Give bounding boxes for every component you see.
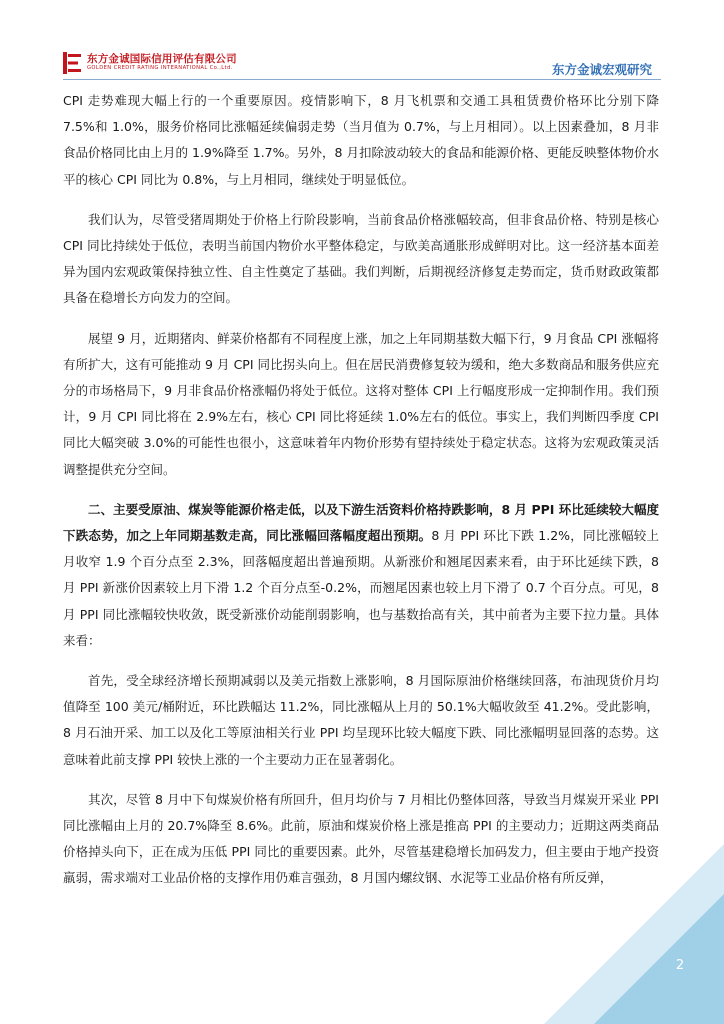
paragraph-6: 其次，尽管 8 月中下旬煤炭价格有所回升，但月均价与 7 月相比仍整体回落，导致当月煤炭开采业 PPI 同比涨幅由上月的 20.7%降至 8.6%。此前，原油和煤炭价格上涨是推高 PPI 的主要动力；近期这两类商品价格掉头向下，正在成为压低 PPI 同比的重要因素。此外，尽管基建稳增长加码发力，但主要由于地产投资羸弱，需求端对工业品价格的支撑作用仍难言强劲，8 月国内螺纹钢、水泥等工业品价格有所反弹，: [63, 791, 659, 886]
section-heading-ppi: 二、主要受原油、煤炭等能源价格走低，以及下游生活资料价格持跌影响，8 月 PPI 环比延续较大幅度下跌态势，加之上年同期基数走高，同比涨幅回落幅度超出预期。: [63, 501, 659, 544]
paragraph-2: 我们认为，尽管受猪周期处于价格上行阶段影响，当前食品价格涨幅较高，但非食品价格、特别是核心 CPI 同比持续处于低位，表明当前国内物价水平整体稳定，与欧美高通胀形成鲜明对比。这一经济基本面差异为国内宏观政策保持独立性、自主性奠定了基础。我们判断，后期视经济修复走势而定，货币财政政策都具备在稳增长方向发力的空间。: [63, 211, 659, 306]
page-header: [0, 0, 724, 86]
paragraph-5: 首先，受全球经济增长预期减弱以及美元指数上涨影响，8 月国际原油价格继续回落，布油现货价月均值降至 100 美元/桶附近，环比跌幅达 11.2%，同比涨幅从上月的 50.1%大幅收敛至 41.2%。受此影响，8 月石油开采、加工以及化工等原油相关行业 PPI 均呈现环比较大幅度下跌、同比涨幅明显回落的态势。这意味着此前支撑 PPI 较快上涨的一个主要动力正在显著弱化。: [63, 673, 659, 767]
header-divider: [63, 79, 661, 80]
company-name-en: GOLDEN CREDIT RATING INTERNATIONAL Co.,Ltd.: [87, 65, 233, 71]
header-title: 东方金诚宏观研究: [551, 62, 652, 77]
paragraph-3: 展望 9 月，近期猪肉、鲜菜价格都有不同程度上涨，加之上年同期基数大幅下行，9 月食品 CPI 涨幅将有所扩大，这有可能推动 9 月 CPI 同比拐头向上。但在居民消费修复较为缓和，绝大多数商品和服务供应充分的市场格局下，9 月非食品价格涨幅仍将处于低位。这将对整体 CPI 上行幅度形成一定抑制作用。我们预计，9 月 CPI 同比将在 2.9%左右，核心 CPI 同比将延续 1.0%左右的低位。事实上，我们判断四季度 CPI 同比大幅突破 3.0%的可能性也很小，这意味着年内物价形势有望持续处于稳定状态。这将为宏观政策灵活调整提供充分空间。: [63, 330, 659, 477]
paragraph-4-body: 8 月 PPI 环比下跌 1.2%，同比涨幅较上月收窄 1.9 个百分点至 2.3%，回落幅度超出普遍预期。从新涨价和翘尾因素来看，由于环比延续下跌，8 月 PPI 新涨价因素较上月下滑 1.2 个百分点至-0.2%，而翘尾因素也较上月下滑了 0.7 个百分点。可见，8 月 PPI 同比涨幅较快收敛，既受新涨价动能削弱影响，也与基数抬高有关，其中前者为主要下拉力量。具体来看：: [63, 528, 659, 648]
paragraph-1: CPI 走势难现大幅上行的一个重要原因。疫情影响下，8 月飞机票和交通工具租赁费价格环比分别下降 7.5%和 1.0%，服务价格同比涨幅延续偏弱走势（当月值为 0.7%，与上月相同）。以上因素叠加，8 月非食品价格同比由上月的 1.9%降至 1.7%。另外，8 月扣除波动较大的食品和能源价格、更能反映整体物价水平的核心 CPI 同比为 0.8%，与上月相同，继续处于明显低位。: [63, 93, 659, 187]
document-body: [63, 86, 659, 906]
corner-decoration: [524, 824, 724, 1024]
paragraph-4: [63, 497, 659, 654]
page-number: 2: [675, 958, 685, 973]
company-logo: [63, 50, 263, 76]
company-name-cn: 东方金诚国际信用评估有限公司: [87, 53, 237, 65]
logo-mark-icon: [63, 52, 81, 74]
